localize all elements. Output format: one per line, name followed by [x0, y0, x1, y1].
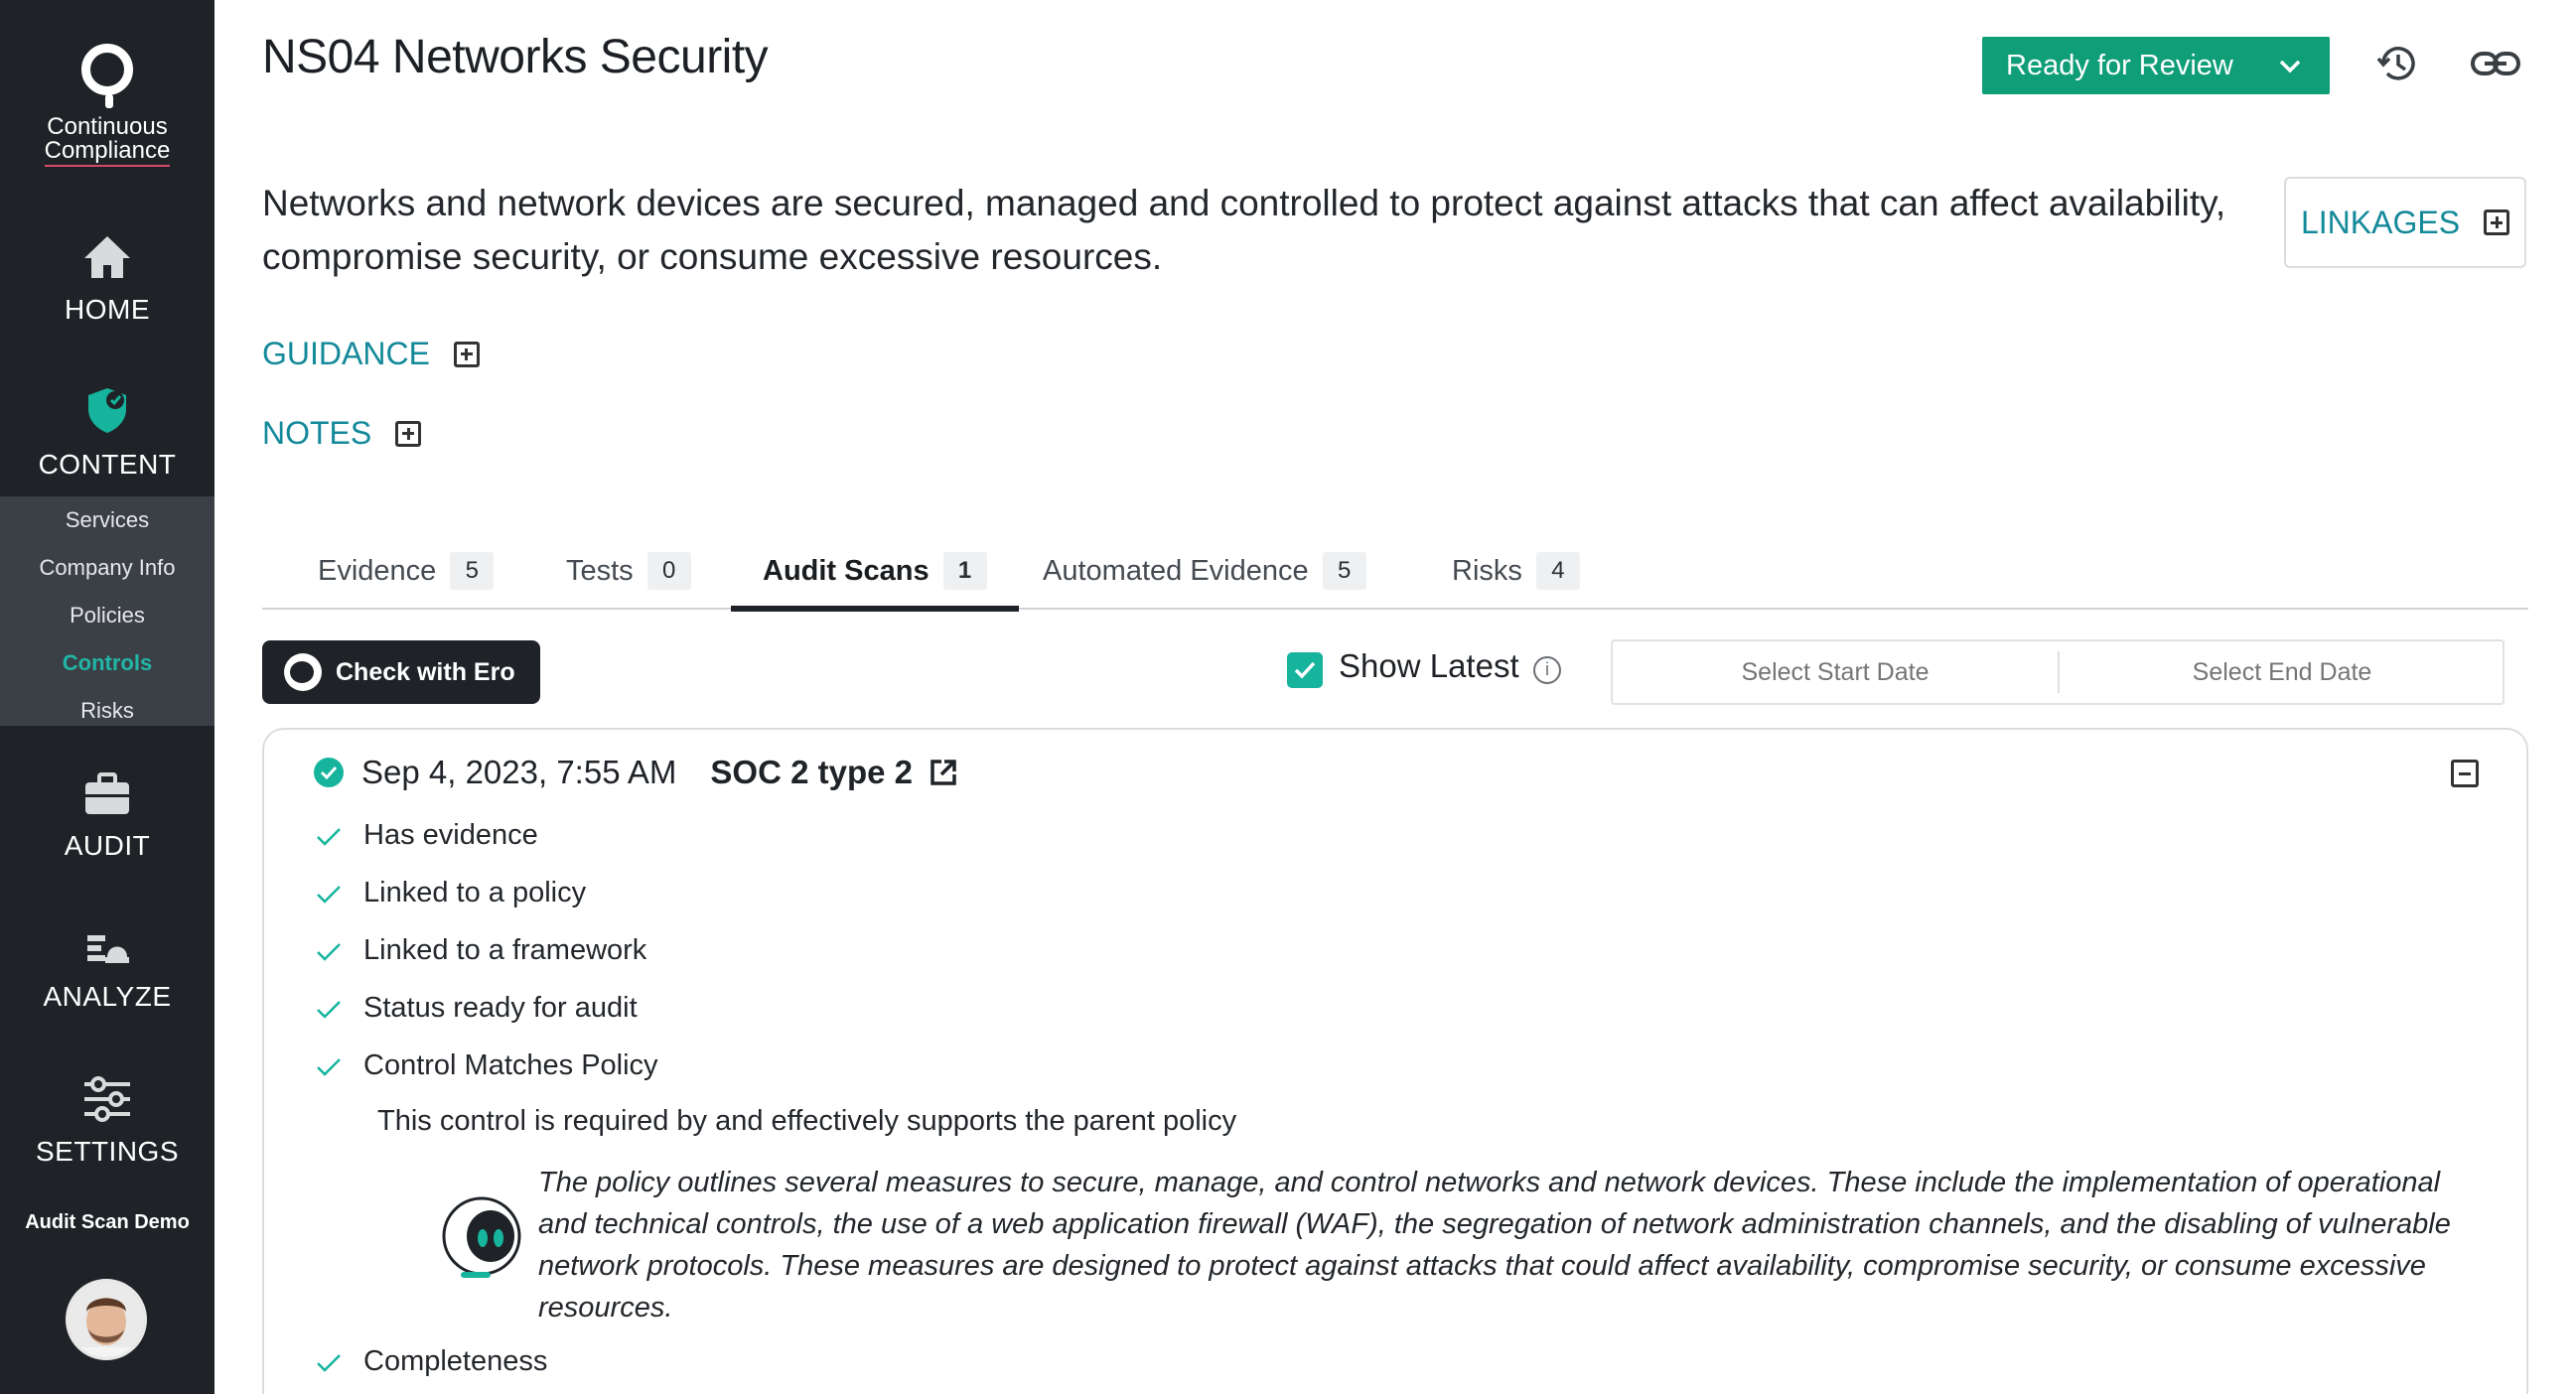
linkages-button[interactable] [2284, 177, 2526, 268]
analyze-icon [83, 927, 131, 967]
sidebar [0, 0, 215, 1394]
check-icon [316, 940, 342, 962]
chevron-down-icon [2278, 54, 2302, 77]
check-item [316, 877, 586, 909]
avatar-image [69, 1282, 144, 1357]
settings-sliders-icon [82, 1076, 132, 1122]
nav-content[interactable] [0, 385, 215, 481]
tab-label: Automated Evidence [1043, 554, 1309, 587]
check-icon [316, 883, 342, 905]
check-item [316, 1049, 658, 1082]
notes-label: NOTES [262, 415, 372, 451]
user-avatar[interactable] [66, 1279, 147, 1360]
nav-settings[interactable] [0, 1076, 215, 1168]
check-icon [316, 998, 342, 1020]
expand-plus-icon [2484, 209, 2509, 235]
status-label: Ready for Review [2006, 49, 2233, 81]
tab-count-badge: 5 [450, 552, 494, 590]
tab-bar [262, 532, 2528, 610]
scan-date: Sep 4, 2023, 7:55 AM [361, 754, 677, 790]
organization-name: Audit Scan Demo [25, 1211, 190, 1233]
sub-item-services[interactable]: Services [65, 507, 150, 532]
expand-plus-icon [454, 342, 480, 367]
collapse-minus-icon[interactable] [2451, 760, 2479, 787]
info-icon[interactable]: i [1533, 656, 1561, 684]
tab-automated-evidence[interactable] [1043, 532, 1366, 610]
scan-framework[interactable]: SOC 2 type 2 [710, 754, 913, 790]
guidance-label: GUIDANCE [262, 336, 430, 371]
end-date-input[interactable] [2060, 641, 2504, 703]
linkages-label: LINKAGES [2300, 204, 2461, 240]
nav-home-label: HOME [65, 294, 150, 325]
logo-text-line2: Compliance [45, 137, 171, 167]
control-description: Networks and network devices are secured, managed and controlled to protect against attacks that can affect availability, compromise security, or consume excessive resources. [262, 183, 2226, 277]
check-label: Linked to a policy [363, 877, 587, 908]
page-title: NS04 Networks Security [262, 31, 769, 83]
tab-tests[interactable] [566, 532, 691, 610]
nav-audit-label: AUDIT [64, 830, 151, 861]
logo-text-line1: Continuous [47, 113, 168, 140]
tab-count-badge: 0 [647, 552, 691, 590]
notes-toggle[interactable] [262, 415, 421, 452]
check-icon [316, 1055, 342, 1077]
tab-count-badge: 1 [943, 552, 987, 590]
tab-audit-scans[interactable] [763, 532, 987, 610]
checkmark-icon [1293, 659, 1317, 681]
check-label: Status ready for audit [363, 992, 638, 1024]
logo-icon [81, 44, 133, 95]
check-with-ero-label: Check with Ero [336, 657, 515, 686]
check-label: Has evidence [363, 819, 538, 851]
tab-label: Audit Scans [763, 554, 930, 587]
check-icon [316, 1351, 342, 1373]
guidance-toggle[interactable] [262, 336, 480, 372]
nav-audit[interactable] [0, 772, 215, 862]
scan-pass-icon [314, 758, 344, 787]
tab-count-badge: 4 [1536, 552, 1580, 590]
check-label: Linked to a framework [363, 934, 647, 966]
sub-item-company-info[interactable]: Company Info [39, 555, 176, 580]
expand-plus-icon [395, 421, 421, 447]
check-with-ero-button[interactable] [262, 640, 540, 704]
check-item [316, 992, 638, 1025]
show-latest-label: Show Latest [1339, 647, 1519, 684]
history-icon[interactable] [2375, 42, 2419, 85]
tab-evidence[interactable] [318, 532, 494, 610]
briefcase-icon [83, 772, 131, 816]
sub-item-policies[interactable]: Policies [70, 603, 145, 627]
audit-scan-card [262, 728, 2528, 1394]
tab-count-badge: 5 [1323, 552, 1366, 590]
external-link-icon[interactable] [929, 758, 958, 787]
home-icon [82, 234, 132, 280]
nav-content-label: CONTENT [38, 449, 177, 480]
check-item [316, 1345, 547, 1378]
tab-label: Tests [566, 554, 634, 587]
ero-comment: The policy outlines several measures to secure, manage, and control networks and network devices. These include the implementation of operational and technical controls, the use of a web application firewall (WAF), the segregation of network administration channels, and the disabling of vulnerable network protocols. These measures are designed to protect against attacks that could affect availability, compromise security, or consume excessive resources. [538, 1167, 2451, 1324]
check-icon [316, 825, 342, 847]
check-explanation: This control is required by and effectively supports the parent policy [377, 1105, 1237, 1137]
ero-robot-icon [284, 653, 322, 691]
tab-risks[interactable] [1452, 532, 1580, 610]
check-label: Control Matches Policy [363, 1049, 658, 1081]
ero-robot-icon [439, 1196, 524, 1282]
start-date-input[interactable] [1613, 641, 2058, 703]
nav-analyze[interactable] [0, 927, 215, 1013]
tab-label: Evidence [318, 554, 437, 587]
content-sub-menu [0, 496, 215, 726]
tab-label: Risks [1452, 554, 1522, 587]
sub-item-controls[interactable]: Controls [62, 650, 153, 675]
nav-settings-label: SETTINGS [35, 1136, 179, 1167]
app-logo[interactable] [0, 44, 215, 163]
nav-home[interactable] [0, 234, 215, 326]
check-label: Completeness [363, 1345, 548, 1377]
sub-item-risks[interactable]: Risks [80, 698, 134, 723]
check-item [316, 819, 538, 852]
scan-header [314, 754, 958, 791]
content-shield-icon [82, 385, 132, 435]
check-item [316, 934, 646, 967]
status-dropdown[interactable] [1982, 37, 2330, 94]
nav-analyze-label: ANALYZE [43, 981, 172, 1012]
show-latest-checkbox[interactable] [1287, 652, 1323, 688]
link-icon[interactable] [2471, 46, 2520, 81]
date-range-picker [1611, 639, 2504, 705]
